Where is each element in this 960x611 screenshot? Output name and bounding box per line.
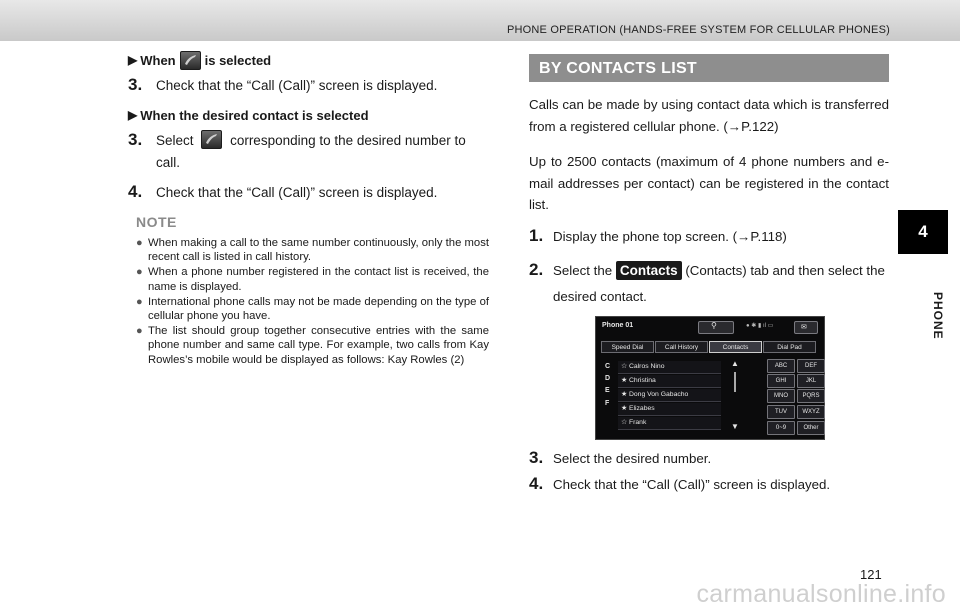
contact-row[interactable] <box>618 417 721 430</box>
section-title: BY CONTACTS LIST <box>529 54 889 82</box>
step-2 <box>529 258 889 310</box>
note-box <box>136 214 489 367</box>
contact-row[interactable] <box>618 375 721 388</box>
page-number: 121 <box>860 567 882 582</box>
step-text: Check that the “Call (Call)” screen is displayed. <box>553 476 831 492</box>
contact-name: Elizabes <box>628 404 655 412</box>
contact-row[interactable] <box>618 403 721 416</box>
index-letter: E <box>605 387 610 395</box>
left-column <box>128 50 490 368</box>
step-text <box>553 258 889 310</box>
tab-contacts[interactable]: Contacts <box>709 341 762 353</box>
message-button[interactable] <box>794 321 818 334</box>
intro-paragraph: Calls can be made by using contact data which is transferred from a registered cellular phone. (→P.122) <box>529 97 889 134</box>
phone-call-icon <box>180 51 201 70</box>
phone-contacts-screen <box>595 316 825 440</box>
step-post: corresponding to the desired number to call. <box>156 133 466 170</box>
phone-call-icon <box>201 130 222 149</box>
chapter-number-tab: 4 <box>898 210 948 254</box>
index-key[interactable]: ABC <box>767 359 795 373</box>
step-number: 3. <box>529 447 544 467</box>
step-pre: Select the <box>553 262 613 278</box>
star-icon: ☆ <box>621 362 628 370</box>
scrollbar[interactable] <box>730 359 740 434</box>
star-icon: ★ <box>621 404 628 412</box>
note-title: NOTE <box>136 214 177 230</box>
contact-row[interactable] <box>618 361 721 374</box>
step-number: 2. <box>529 259 544 279</box>
contact-row[interactable] <box>618 389 721 402</box>
condition-text: When the desired contact is selected <box>140 107 369 123</box>
step-text: Select the desired number. <box>553 450 712 466</box>
note-text: When making a call to the same number continuously, only the most recent call is listed in call history. <box>148 237 489 264</box>
contact-name: Dong Von Gabacho <box>628 390 689 398</box>
screen-tabs <box>601 341 817 353</box>
index-key[interactable]: 0~9 <box>767 421 795 435</box>
bullet-icon: ● <box>136 266 143 279</box>
condition-when-selected <box>128 50 490 70</box>
note-item <box>136 236 489 264</box>
note-item <box>136 324 489 367</box>
status-icons: ● ✱ ▮ ıl ▭ <box>746 322 774 329</box>
header-title: PHONE OPERATION (HANDS-FREE SYSTEM FOR CELLULAR PHONES) <box>506 24 890 36</box>
index-key[interactable]: WXYZ <box>797 405 825 419</box>
step-number: 3. <box>128 75 143 94</box>
note-text: International phone calls may not be made depending on the type of cellular phone you have. <box>148 295 489 323</box>
tab-dial-pad[interactable]: Dial Pad <box>763 341 816 353</box>
index-key[interactable]: TUV <box>767 405 795 419</box>
step-3b <box>128 130 490 174</box>
step-text: Check that the “Call (Call)” screen is displayed. <box>156 185 438 200</box>
step-1 <box>529 224 889 250</box>
step-number: 3. <box>128 130 143 149</box>
star-icon: ★ <box>621 376 628 384</box>
condition-pre: When <box>140 52 176 68</box>
condition-post: is selected <box>204 52 272 68</box>
star-icon: ☆ <box>621 418 628 426</box>
index-key[interactable]: Other <box>797 421 825 435</box>
index-key[interactable]: JKL <box>797 374 825 388</box>
index-letter: C <box>605 362 611 370</box>
step-number: 4. <box>529 473 544 493</box>
step-number: 1. <box>529 225 544 245</box>
screen-title: Phone 01 <box>602 321 634 329</box>
step-pre: Select <box>156 133 194 148</box>
condition-contact-selected <box>128 105 490 125</box>
scroll-down-icon[interactable]: ▼ <box>731 421 739 431</box>
right-triangle-icon: ▶ <box>128 53 138 67</box>
contact-name: Frank <box>628 418 647 426</box>
scroll-up-icon[interactable]: ▲ <box>731 358 739 368</box>
note-item <box>136 295 489 323</box>
right-column <box>529 54 889 498</box>
step-4-left <box>128 182 490 204</box>
index-key[interactable]: PQRS <box>797 389 825 403</box>
tab-call-history[interactable]: Call History <box>655 341 708 353</box>
tab-speed-dial[interactable]: Speed Dial <box>601 341 654 353</box>
contacts-tab-label: Contacts <box>616 261 682 280</box>
link-icon: ⚲ <box>711 320 717 330</box>
bullet-icon: ● <box>136 237 143 249</box>
envelope-icon: ✉ <box>801 323 807 331</box>
bullet-icon: ● <box>136 295 143 308</box>
step-number: 4. <box>128 182 143 201</box>
right-triangle-icon: ▶ <box>128 108 138 122</box>
step-text <box>156 130 490 174</box>
favorites-button[interactable] <box>698 321 734 334</box>
note-text: The list should group together consecutive entries with the same phone number and same call type. For example, two calls from Kay Rowles’s mobile would be displayed as follows: Kay Rowles (2) <box>148 325 489 366</box>
capacity-paragraph: Up to 2500 contacts (maximum of 4 phone numbers and e-mail addresses per contact) can be registered in the contact list. <box>529 154 889 212</box>
step-4-right <box>529 472 889 498</box>
index-letter: F <box>605 399 610 407</box>
step-3 <box>529 446 889 472</box>
index-letters <box>605 361 610 411</box>
index-key[interactable]: MNO <box>767 389 795 403</box>
step-text: Display the phone top screen. (→P.118) <box>553 228 787 244</box>
step-text: Check that the “Call (Call)” screen is displayed. <box>156 78 438 93</box>
contact-name: Christina <box>628 376 656 384</box>
star-icon: ★ <box>621 390 628 398</box>
note-item <box>136 265 489 293</box>
index-key[interactable]: DEF <box>797 359 825 373</box>
note-text: When a phone number registered in the contact list is received, the name is displayed. <box>148 266 489 293</box>
index-key[interactable]: GHI <box>767 374 795 388</box>
contact-name: Calros Nino <box>628 362 665 370</box>
step-post: (Contacts) tab and then select the desired contact. <box>553 262 885 304</box>
scroll-thumb[interactable] <box>734 372 736 392</box>
index-letter: D <box>605 374 611 382</box>
step-3a <box>128 75 490 97</box>
page-header <box>0 0 960 41</box>
watermark: carmanualsonline.info <box>696 580 946 608</box>
chapter-label: PHONE <box>931 292 945 340</box>
bullet-icon: ● <box>136 325 143 338</box>
